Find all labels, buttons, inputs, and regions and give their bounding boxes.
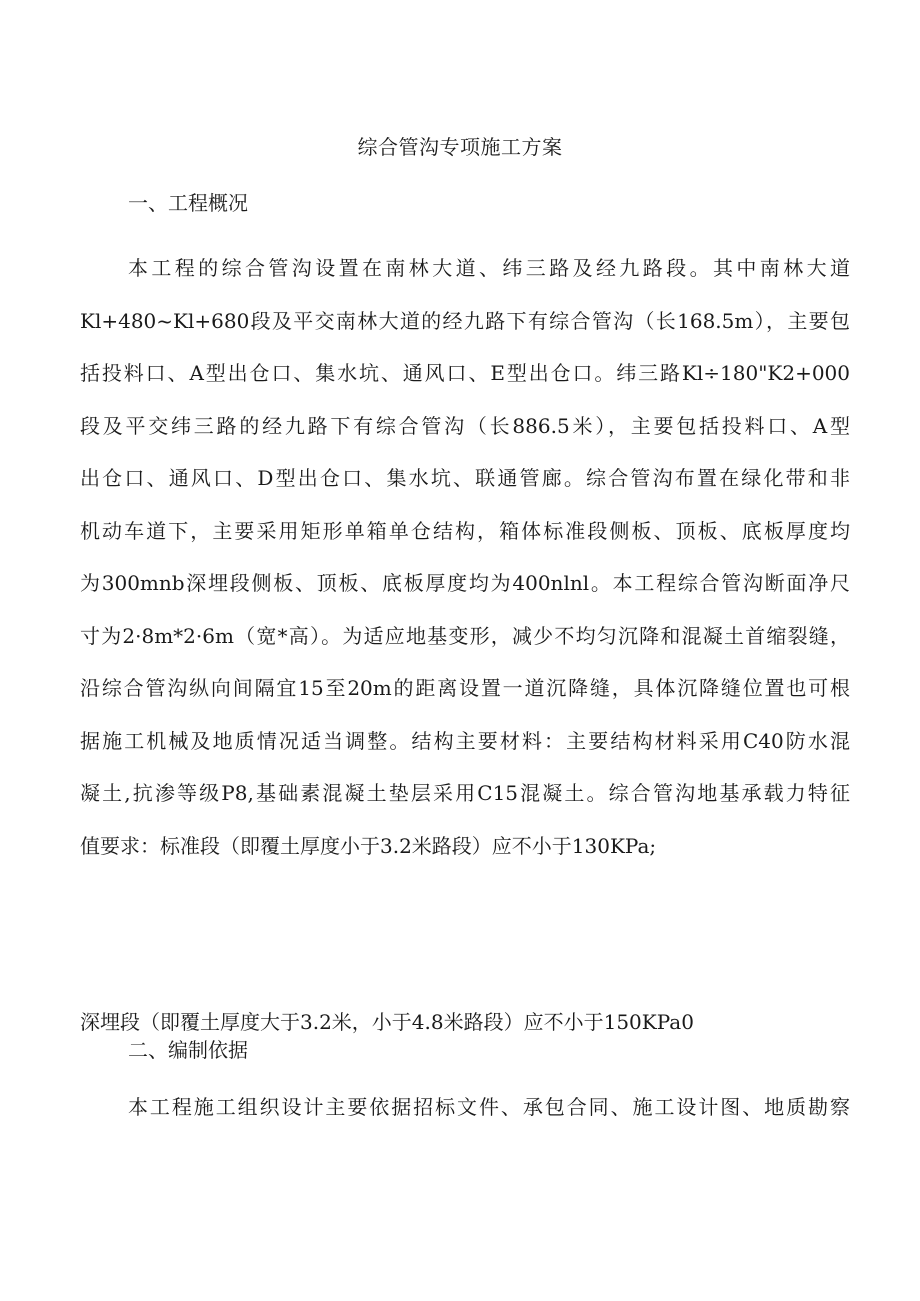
section-overview-body — [80, 254, 850, 884]
text-line: 为300mnb深埋段侧板、顶板、底板厚度均为400nlnl。本工程综合管沟断面净尺 — [80, 571, 850, 595]
text-line: 深埋段（即覆土厚度大于3.2米，小于4.8米路段）应不小于150KPa0 — [80, 1010, 694, 1034]
section-basis-body — [80, 1093, 850, 1146]
text-line: 本工程施工组织设计主要依据招标文件、承包合同、施工设计图、地质勘察 — [128, 1095, 850, 1119]
text-line: 寸为2·8m*2·6m（宽*高）。为适应地基变形，减少不均匀沉降和混凝土首缩裂缝， — [80, 623, 850, 648]
text-line: Kl+480~Kl+680段及平交南林大道的经九路下有综合管沟（长168.5m），主要包 — [80, 308, 850, 333]
text-line: 括投料口、A型出仓口、集水坑、通风口、E型出仓口。纬三路Kl÷180"K2+000 — [80, 361, 850, 385]
text-line: 据施工机械及地质情况适当调整。结构主要材料：主要结构材料采用C40防水混 — [80, 728, 850, 753]
text-line: 沿综合管沟纵向间隔宜15至20m的距离设置一道沉降缝，具体沉降缝位置也可根 — [80, 676, 850, 700]
document-title: 综合管沟专项施工方案 — [357, 135, 563, 159]
section-overview-tail — [80, 1008, 850, 1036]
text-line: 出仓口、通风口、D型出仓口、集水坑、联通管廊。综合管沟布置在绿化带和非 — [80, 466, 850, 490]
text-line: 凝土,抗渗等级P8,基础素混凝土垫层采用C15混凝土。综合管沟地基承载力特征 — [80, 781, 850, 805]
text-line: 段及平交纬三路的经九路下有综合管沟（长886.5米），主要包括投料口、A型 — [80, 413, 850, 438]
section-heading-overview: 一、工程概况 — [128, 191, 248, 215]
text-line: 值要求：标准段（即覆土厚度小于3.2米路段）应不小于130KPa; — [80, 833, 657, 858]
text-line: 本工程的综合管沟设置在南林大道、纬三路及经九路段。其中南林大道 — [128, 256, 850, 280]
section-heading-basis: 二、编制依据 — [128, 1038, 248, 1062]
text-line: 机动车道下，主要采用矩形单箱单仓结构，箱体标准段侧板、顶板、底板厚度均 — [80, 518, 850, 543]
